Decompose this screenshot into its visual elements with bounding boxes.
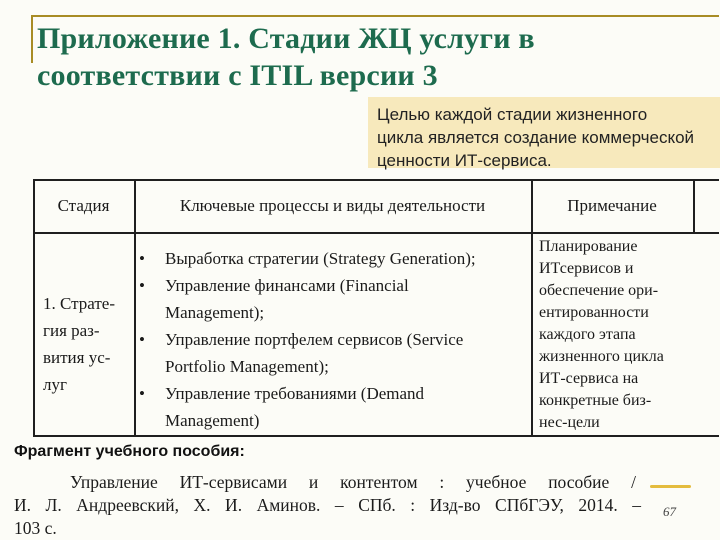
citation-line1: Управление ИТ-сервисами и контентом : учебное пособие / xyxy=(70,472,636,492)
itil-stages-table xyxy=(33,179,719,437)
slide-title-line1: Приложение 1. Стадии ЖЦ услуги в xyxy=(37,22,535,55)
stage-cell-line: луг xyxy=(43,375,67,394)
process-text-line: Управление финансами (Financial xyxy=(165,276,409,295)
note-text-line: Планирование xyxy=(539,238,638,255)
slide-title-line2: соответствии с ITIL версии 3 xyxy=(37,59,438,92)
callout-text-line: цикла является создание коммерческой xyxy=(377,128,695,147)
note-text-line: конкретные биз- xyxy=(539,392,652,409)
slide-title xyxy=(37,20,657,94)
bullet-icon: • xyxy=(139,384,145,403)
citation-line2: И. Л. Андреевский, Х. И. Аминов. – СПб. : Изд-во СПбГЭУ, 2014. – xyxy=(14,495,641,515)
title-accent-line-top xyxy=(31,15,719,17)
note-text-line: обеспечение ори- xyxy=(539,282,659,299)
callout-text-line: ценности ИТ-сервиса. xyxy=(377,151,552,170)
process-text-line: Management) xyxy=(165,411,260,430)
page-number: 67 xyxy=(663,504,676,519)
title-accent-line-left xyxy=(31,15,33,63)
process-text-line: Управление портфелем сервисов (Service xyxy=(165,330,464,349)
note-text-line: ИТсервисов и xyxy=(539,260,634,277)
process-list-item xyxy=(139,326,529,380)
note-text-line: ентированности xyxy=(539,304,649,321)
process-text-line: Management); xyxy=(165,303,265,322)
column-header-note: Примечание xyxy=(567,195,657,215)
column-header-stage: Стадия xyxy=(57,195,110,215)
process-list-item xyxy=(139,380,529,434)
bullet-icon: • xyxy=(139,249,145,268)
callout-box xyxy=(368,97,720,168)
citation-line3: 103 с. xyxy=(14,518,57,538)
processes-cell xyxy=(139,245,529,434)
note-cell xyxy=(539,236,719,434)
process-list-item xyxy=(139,272,529,326)
stage-cell-line: гия раз- xyxy=(43,321,100,340)
stage-cell-line: вития ус- xyxy=(43,348,111,367)
stage-cell xyxy=(43,290,133,398)
stage-cell-line: 1. Страте- xyxy=(43,294,115,313)
note-text-line: нес-цели xyxy=(539,414,600,431)
decorative-dash xyxy=(650,485,691,488)
note-text-line: ИТ-сервиса на xyxy=(539,370,639,387)
process-list-item xyxy=(139,245,529,272)
note-text-line: каждого этапа xyxy=(539,326,636,343)
bullet-icon: • xyxy=(139,330,145,349)
process-text-line: Управление требованиями (Demand xyxy=(165,384,425,403)
fragment-label: Фрагмент учебного пособия: xyxy=(14,443,245,460)
note-text-line: жизненного цикла xyxy=(539,348,664,365)
column-header-processes: Ключевые процессы и виды деятельности xyxy=(179,195,486,215)
table-border-right-header xyxy=(693,179,695,234)
process-text-line: Portfolio Management); xyxy=(165,357,329,376)
bullet-icon: • xyxy=(139,276,145,295)
callout-text-line: Целью каждой стадии жизненного xyxy=(377,105,648,124)
process-text-line: Выработка стратегии (Strategy Generation); xyxy=(165,249,476,268)
